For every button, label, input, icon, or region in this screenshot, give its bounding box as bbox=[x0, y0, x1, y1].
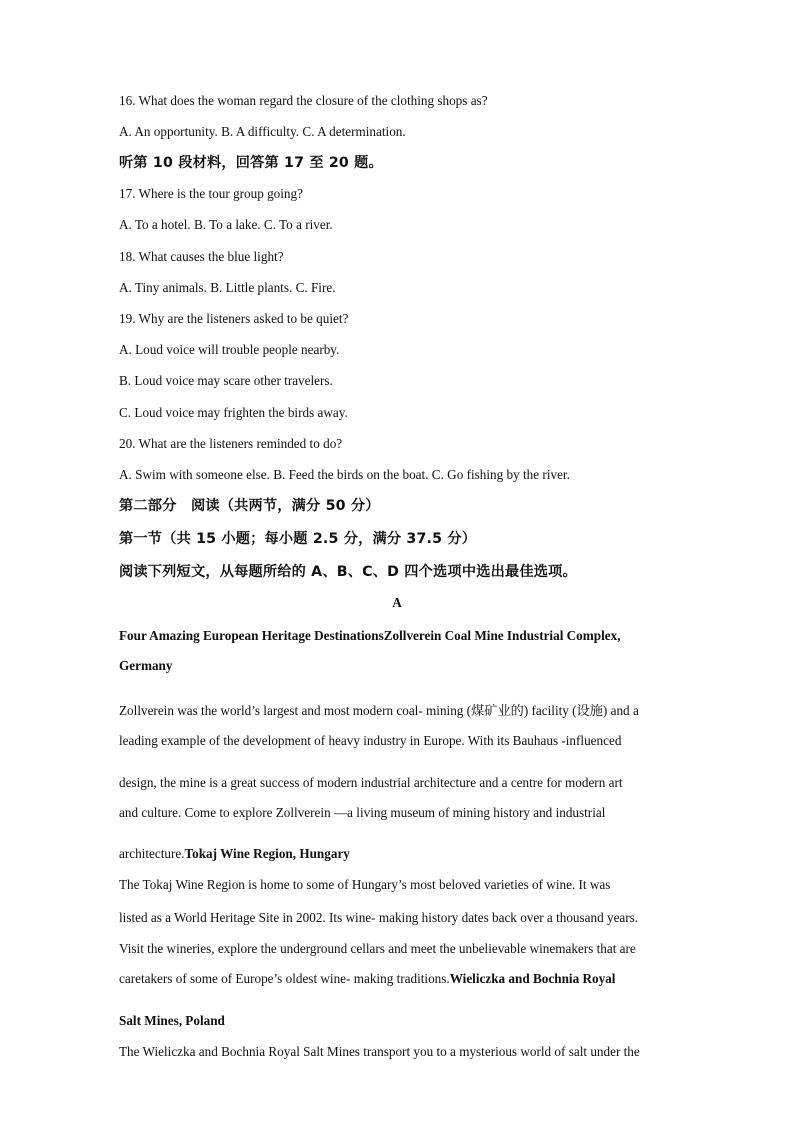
paragraph-1-line-4: and culture. Come to explore Zollverein —a living museum of mining history and industrial bbox=[119, 805, 606, 820]
paragraph-1-line-5 bbox=[119, 845, 350, 863]
question-17: 17. Where is the tour group going? bbox=[119, 186, 303, 201]
question-19-option-c: C. Loud voice may frighten the birds away. bbox=[119, 405, 348, 420]
paragraph-3-line-1: The Wieliczka and Bochnia Royal Salt Mines transport you to a mysterious world of salt under the bbox=[119, 1044, 640, 1059]
part-2-title: 第二部分 阅读（共两节，满分 50 分） bbox=[119, 498, 380, 514]
paragraph-2-line-1: The Tokaj Wine Region is home to some of Hungary’s most beloved varieties of wine. It was bbox=[119, 877, 611, 892]
question-17-options: A. To a hotel. B. To a lake. C. To a river. bbox=[119, 217, 333, 232]
paragraph-2-end: caretakers of some of Europe’s oldest wine- making traditions. bbox=[119, 971, 450, 986]
passage-label: A bbox=[392, 595, 402, 610]
paragraph-1-line-1: Zollverein was the world’s largest and most modern coal- mining (煤矿业的) facility (设施) and a bbox=[119, 703, 639, 718]
section-10-instruction: 听第 10 段材料，回答第 17 至 20 题。 bbox=[119, 155, 383, 171]
question-19: 19. Why are the listeners asked to be quiet? bbox=[119, 311, 349, 326]
question-18-options: A. Tiny animals. B. Little plants. C. Fire. bbox=[119, 280, 336, 295]
reading-instruction: 阅读下列短文，从每题所给的 A、B、C、D 四个选项中选出最佳选项。 bbox=[119, 564, 577, 580]
question-19-option-b: B. Loud voice may scare other travelers. bbox=[119, 373, 333, 388]
paragraph-1-line-2: leading example of the development of heavy industry in Europe. With its Bauhaus -influenced bbox=[119, 733, 622, 748]
heading-wieliczka-part-2: Salt Mines, Poland bbox=[119, 1013, 225, 1028]
paragraph-1-line-3: design, the mine is a great success of modern industrial architecture and a centre for modern art bbox=[119, 775, 623, 790]
question-16-options: A. An opportunity. B. A difficulty. C. A determination. bbox=[119, 124, 406, 139]
question-20-options: A. Swim with someone else. B. Feed the birds on the boat. C. Go fishing by the river. bbox=[119, 467, 570, 482]
passage-title-line-2: Germany bbox=[119, 658, 173, 673]
passage-title-line-1: Four Amazing European Heritage DestinationsZollverein Coal Mine Industrial Complex, bbox=[119, 628, 621, 643]
heading-tokaj: Tokaj Wine Region, Hungary bbox=[184, 846, 350, 861]
section-1-title: 第一节（共 15 小题；每小题 2.5 分，满分 37.5 分） bbox=[119, 531, 477, 547]
paragraph-2-line-3: Visit the wineries, explore the underground cellars and meet the unbelievable winemakers that are bbox=[119, 941, 636, 956]
question-20: 20. What are the listeners reminded to do? bbox=[119, 436, 343, 451]
paragraph-1-end: architecture. bbox=[119, 846, 185, 861]
question-19-option-a: A. Loud voice will trouble people nearby. bbox=[119, 342, 340, 357]
heading-wieliczka-part-1: Wieliczka and Bochnia Royal bbox=[449, 971, 616, 986]
paragraph-2-line-4 bbox=[119, 970, 615, 988]
paragraph-2-line-2: listed as a World Heritage Site in 2002. Its wine- making history dates back over a thousand years. bbox=[119, 910, 639, 925]
question-16: 16. What does the woman regard the closure of the clothing shops as? bbox=[119, 93, 488, 108]
question-18: 18. What causes the blue light? bbox=[119, 249, 284, 264]
